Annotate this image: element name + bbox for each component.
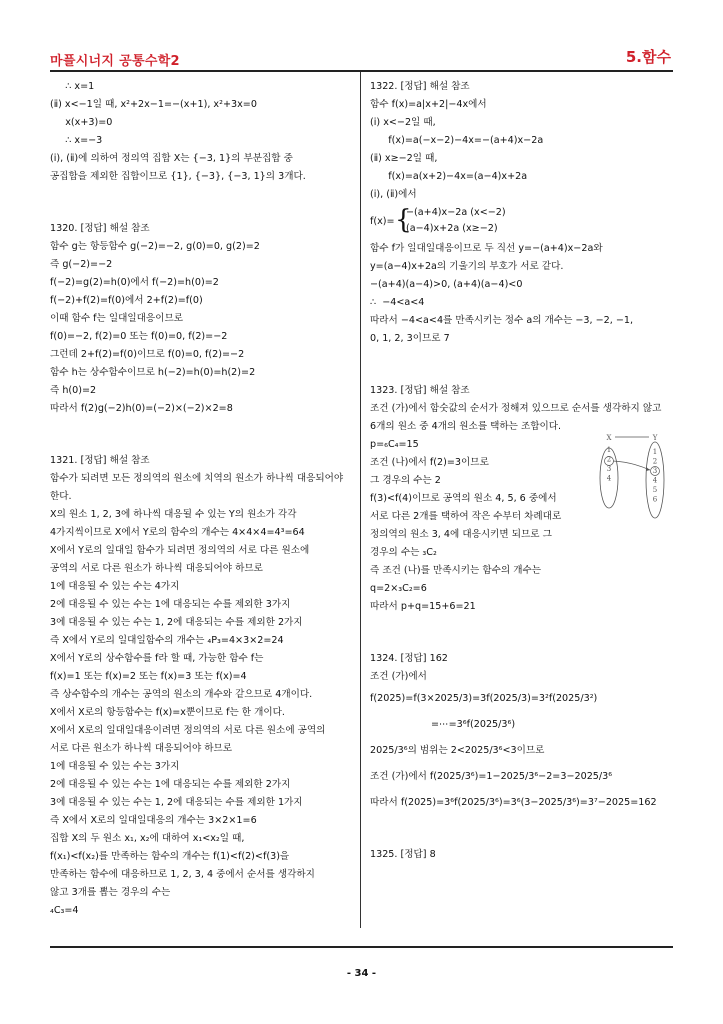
text-line: 즉 X에서 Y로의 일대일함수의 개수는 ₄P₃=4×3×2=24 — [50, 635, 284, 646]
text-line: 4가지씩이므로 X에서 Y로의 함수의 개수는 4×4×4=4³=64 — [50, 527, 305, 538]
text-line: 함수 h는 상수함수이므로 h(−2)=h(0)=h(2)=2 — [50, 367, 256, 378]
text-line: 조건 (가)에서 함숫값의 순서가 정해져 있으므로 순서를 생각하지 않고 — [370, 403, 662, 414]
text-line: 즉 h(0)=2 — [50, 385, 97, 396]
text-line: f(x)=a(x+2)−4x=(a−4)x+2a — [370, 171, 528, 182]
set-y-element: 4 — [652, 476, 658, 485]
text-line: 그 경우의 수는 2 — [370, 475, 441, 486]
text-line: −(a+4)(a−4)>0, (a+4)(a−4)<0 — [370, 279, 523, 290]
text-line: f(2025)=f(3×2025/3)=3f(2025/3)=3²f(2025/3²) — [370, 693, 598, 704]
text-line: 함수 g는 항등함수 g(−2)=−2, g(0)=0, g(2)=2 — [50, 241, 260, 252]
section-gap — [50, 186, 350, 220]
set-y-element: 2 — [652, 457, 658, 466]
text-line: f(x)=a(−x−2)−4x=−(a+4)x−2a — [370, 135, 544, 146]
text-line: 0, 1, 2, 3이므로 7 — [370, 333, 450, 344]
text-line: 따라서 −4<a<4를 만족시키는 정수 a의 개수는 −3, −2, −1, — [370, 315, 634, 326]
text-line: f(−2)=g(2)=h(0)에서 f(−2)=h(0)=2 — [50, 277, 219, 288]
text-line: y=(a−4)x+2a의 기울기의 부호가 서로 같다. — [370, 261, 564, 272]
text-line: 조건 (가)에서 f(2025/3⁶)=1−2025/3⁶−2=3−2025/3⁶ — [370, 771, 613, 782]
text-line: 3에 대응될 수 있는 수는 1, 2에 대응되는 수를 제외한 2가지 — [50, 617, 303, 628]
text-line: 1321. [정답] 해설 참조 — [50, 455, 150, 466]
text-line: ∴ x=1 — [50, 81, 95, 92]
text-line: 1에 대응될 수 있는 수는 4가지 — [50, 581, 180, 592]
text-line: p=₆C₄=15 — [370, 439, 419, 450]
text-line: (ⅰ), (ⅱ)에서 — [370, 189, 417, 200]
text-line: ∴ −4<a<4 — [370, 297, 425, 308]
piecewise-case-2: (a−4)x+2a (x≥−2) — [406, 223, 498, 234]
text-line: 따라서 f(2025)=3⁶f(2025/3⁶)=3⁶(3−2025/3⁶)=3⁷−2025=162 — [370, 797, 657, 808]
mapping-diagram — [597, 432, 667, 520]
column-divider — [360, 72, 361, 928]
text-line: X에서 Y로의 일대일 함수가 되려면 정의역의 서로 다른 원소에 — [50, 545, 310, 556]
left-column — [50, 78, 350, 920]
chapter-title: 5.함수 — [625, 48, 671, 66]
text-line: 3에 대응될 수 있는 수는 1, 2에 대응되는 수를 제외한 1가지 — [50, 797, 303, 808]
set-y-element: 5 — [652, 486, 658, 494]
book-title: 마플시너지 공통수학2 — [50, 54, 180, 69]
text-line: 조건 (가)에서 — [370, 671, 427, 682]
text-line: 이때 함수 f는 일대일대응이므로 — [50, 313, 184, 324]
text-line: 서로 다른 원소가 하나씩 대응되어야 하므로 — [50, 743, 233, 754]
text-line: 2에 대응될 수 있는 수는 1에 대응되는 수를 제외한 2가지 — [50, 779, 291, 790]
piecewise-definition — [370, 204, 680, 240]
text-line: x(x+3)=0 — [50, 117, 113, 128]
set-x-element: 4 — [606, 474, 612, 483]
section-gap — [50, 418, 350, 452]
text-line: 1324. [정답] 162 — [370, 653, 448, 664]
set-y-label: Y — [652, 434, 658, 442]
text-line: 함수가 되려면 모든 정의역의 원소에 치역의 원소가 하나씩 대응되어야 — [50, 473, 344, 484]
section-gap — [370, 816, 680, 846]
text-line: f(3)<f(4)이므로 공역의 원소 4, 5, 6 중에서 — [370, 493, 557, 504]
set-x-element: 3 — [606, 465, 612, 473]
set-y-element: 1 — [652, 448, 658, 456]
text-line: ₄C₃=4 — [50, 905, 79, 916]
text-line: 공역의 서로 다른 원소가 하나씩 대응되어야 하므로 — [50, 563, 263, 574]
text-line: X에서 X로의 항등함수는 f(x)=x뿐이므로 f는 한 개이다. — [50, 707, 285, 718]
section-gap — [370, 616, 680, 650]
text-line: 함수 f(x)=a|x+2|−4x에서 — [370, 99, 487, 110]
mapping-arrow-2-to-3 — [613, 461, 650, 470]
text-line: (ⅱ) x≥−2일 때, — [370, 153, 438, 164]
text-line: 않고 3개를 뽑는 경우의 수는 — [50, 887, 171, 898]
text-line: 즉 조건 (나)를 만족시키는 함수의 개수는 — [370, 565, 542, 576]
text-line: 2025/3⁶의 범위는 2<2025/3⁶<3이므로 — [370, 745, 545, 756]
text-line: (ⅰ) x<−2일 때, — [370, 117, 436, 128]
piecewise-lhs: f(x)= — [370, 216, 395, 227]
text-line: 6개의 원소 중 4개의 원소를 택하는 조합이다. — [370, 421, 562, 432]
text-line: 조건 (나)에서 f(2)=3이므로 — [370, 457, 489, 468]
text-line: 따라서 f(2)g(−2)h(0)=(−2)×(−2)×2=8 — [50, 403, 233, 414]
text-line: f(0)=−2, f(2)=0 또는 f(0)=0, f(2)=−2 — [50, 331, 228, 342]
section-gap — [370, 348, 680, 382]
text-line: 그런데 2+f(2)=f(0)이므로 f(0)=0, f(2)=−2 — [50, 349, 245, 360]
text-line: f(−2)+f(2)=f(0)에서 2+f(2)=f(0) — [50, 295, 203, 306]
text-line: ∴ x=−3 — [50, 135, 103, 146]
header-rule — [50, 70, 673, 72]
text-line: 경우의 수는 ₃C₂ — [370, 547, 437, 558]
text-line: 2에 대응될 수 있는 수는 1에 대응되는 수를 제외한 3가지 — [50, 599, 291, 610]
text-line: 1322. [정답] 해설 참조 — [370, 81, 470, 92]
set-y-element: 3 — [652, 467, 658, 475]
footer-rule — [50, 946, 673, 948]
text-line: 서로 다른 2개를 택하여 작은 수부터 차례대로 — [370, 511, 562, 522]
text-line: X에서 X로의 일대일대응이려면 정의역의 서로 다른 원소에 공역의 — [50, 725, 326, 736]
set-x-label: X — [606, 434, 612, 442]
text-line: 즉 X에서 X로의 일대일대응의 개수는 3×2×1=6 — [50, 815, 257, 826]
set-x-element: 2 — [606, 455, 612, 464]
text-line: 즉 g(−2)=−2 — [50, 259, 113, 270]
text-line: (ⅱ) x<−1일 때, x²+2x−1=−(x+1), x²+3x=0 — [50, 99, 257, 110]
text-line: 만족하는 함수에 대응하므로 1, 2, 3, 4 중에서 순서를 생각하지 — [50, 869, 315, 880]
text-line: X의 원소 1, 2, 3에 하나씩 대응될 수 있는 Y의 원소가 각각 — [50, 509, 297, 520]
text-line: 따라서 p+q=15+6=21 — [370, 601, 476, 612]
text-line: 1에 대응될 수 있는 수는 3가지 — [50, 761, 180, 772]
page-number: - 34 - — [346, 968, 377, 979]
text-line: f(x)=1 또는 f(x)=2 또는 f(x)=3 또는 f(x)=4 — [50, 671, 247, 682]
text-line: 정의역의 원소 3, 4에 대응시키면 되므로 그 — [370, 529, 552, 540]
text-line: 집합 X의 두 원소 x₁, x₂에 대하여 x₁<x₂일 때, — [50, 833, 245, 844]
text-line: 공집합을 제외한 집합이므로 {1}, {−3}, {−3, 1}의 3개다. — [50, 171, 306, 182]
text-line: 1323. [정답] 해설 참조 — [370, 385, 470, 396]
piecewise-case-1: −(a+4)x−2a (x<−2) — [406, 207, 506, 218]
text-line: f(x₁)<f(x₂)를 만족하는 함수의 개수는 f(1)<f(2)<f(3)을 — [50, 851, 290, 862]
text-line: q=2×₃C₂=6 — [370, 583, 427, 594]
set-y-element: 6 — [652, 495, 658, 504]
brace: { — [395, 205, 412, 235]
text-line: 함수 f가 일대일대응이므로 두 직선 y=−(a+4)x−2a와 — [370, 243, 603, 254]
text-line: 즉 상수함수의 개수는 공역의 원소의 개수와 같으므로 4개이다. — [50, 689, 313, 700]
text-line: (ⅰ), (ⅱ)에 의하여 정의역 집합 X는 {−3, 1}의 부분집합 중 — [50, 153, 293, 164]
text-line: 한다. — [50, 491, 72, 502]
text-line: =⋯=3⁶f(2025/3⁶) — [370, 719, 516, 730]
text-line: X에서 Y로의 상수함수를 f라 할 때, 가능한 함수 f는 — [50, 653, 264, 664]
text-line: 1325. [정답] 8 — [370, 849, 436, 860]
arrow-head — [646, 467, 650, 471]
text-line: 1320. [정답] 해설 참조 — [50, 223, 150, 234]
set-x-element: 1 — [606, 446, 612, 454]
